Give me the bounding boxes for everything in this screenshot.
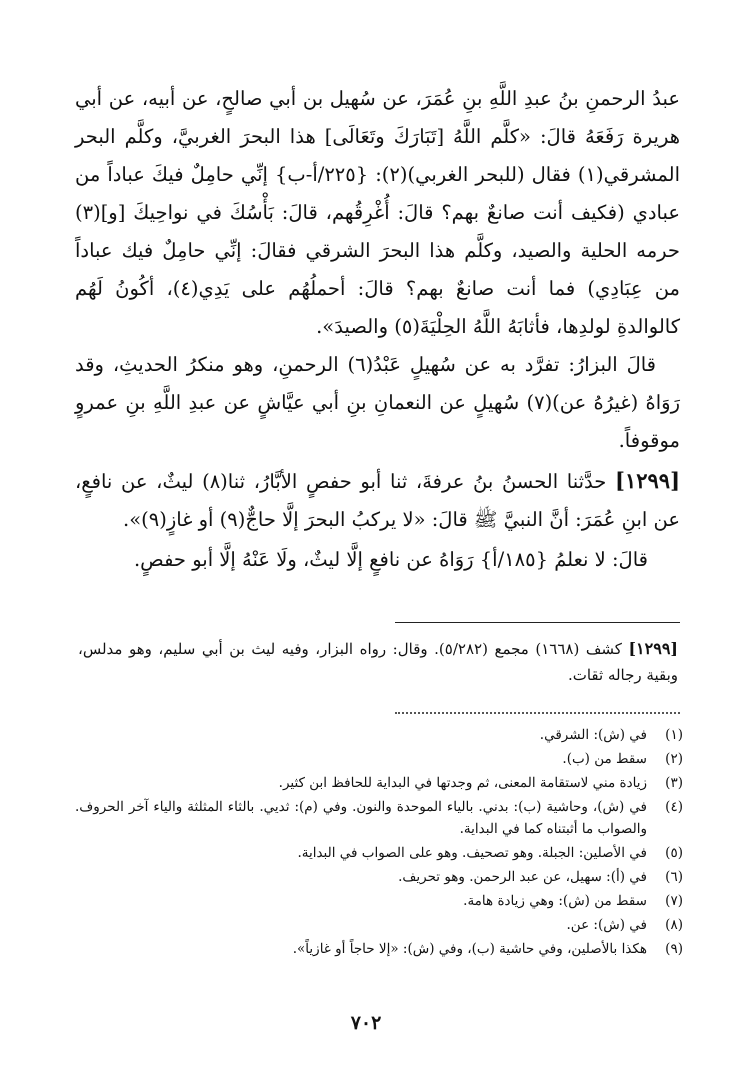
footnote-text: في الأصلين: الجبلة. وهو تصحيف. وهو على الصواب في البداية. [297,845,647,861]
footnote-mark: (٨) [665,917,683,933]
takhrij-line [78,636,678,688]
hadith-text: حدَّثنا الحسنُ بنُ عرفةَ، ثنا أبو حفصٍ الأبَّارُ، ثنا(٨) ليثٌ، عن نافعٍ، عن ابنِ عُمَرَ: أنَّ النبيَّ ﷺ قالَ: «لا يركبُ البحرَ إلَّا حاجٌّ(٩) أو غازٍ(٩)». [75,470,680,531]
footnote-item [75,866,683,888]
footnote-mark: (٥) [665,845,683,861]
hadith-number: [١٢٩٩] [615,468,680,493]
takhrij-number: [١٢٩٩] [628,639,678,658]
footnote-text: في (ش): عن. [566,917,647,933]
footnote-mark: (١) [665,727,683,743]
main-text [75,80,680,579]
footnote-mark: (٢) [665,751,683,767]
footnotes-list [75,724,683,962]
footnote-text: في (ش)، وحاشية (ب): بدني. بالياء الموحدة والنون. وفي (م): ثديي. بالثاء المثلثة والياء آخر الحروف. والصواب ما أثبتناه كما في البداية. [75,799,647,837]
footnote-mark: (٤) [665,799,683,815]
footnote-item [75,724,683,746]
takhrij-note [78,636,678,688]
paragraph-1: عبدُ الرحمنِ بنُ عبدِ اللَّهِ بنِ عُمَرَ، عن سُهيل بن أبي صالحٍ، عن أبيه، عن أبي هريرة رَفَعَهُ قالَ: «كلَّم اللَّهُ [تَبَارَكَ وتَعَالَى] هذا البحرَ الغربيَّ، وكلَّم البحر المشرقي(١) فقال (للبحر الغربي)(٢): {٢٢٥/أ-ب} إنِّي حامِلٌ فيكَ عباداً من عبادي (فكيف أنت صانعٌ بهم؟ قالَ: أُغْرِقُهم، قالَ: بَأْسُكَ في نواحِيكَ [و](٣) حرمه الحلية والصيد، وكلَّم هذا البحرَ الشرقي فقالَ: إنِّي حامِلٌ فيك عباداً من عِبَادِي) فما أنت صانعٌ بهم؟ قالَ: أحملُهُم على يَدِي(٤)، أكُونُ لَهُم كالوالدةِ لولدِها، فأثابَهُ اللَّهُ الحِلْيَةَ(٥) والصيدَ». [75,87,680,338]
footnote-item [75,772,683,794]
footnote-item [75,748,683,770]
page-number: ٧٠٢ [350,1012,382,1034]
footnote-text: زيادة مني لاستقامة المعنى، ثم وجدتها في البداية للحافظ ابن كثير. [278,775,647,791]
footnote-item [75,938,683,960]
hadith-1299 [75,462,680,539]
footnote-text: هكذا بالأصلين، وفي حاشية (ب)، وفي (ش): «إلا حاجاً أو غازياً». [292,941,647,957]
paragraph-closing: قالَ: لا نعلمُ {١٨٥/أ} رَوَاهُ عن نافعٍ إلَّا ليثٌ، ولَا عَنْهُ إلَّا أبو حفصٍ. [133,548,648,571]
footnote-text: سقط من (ب). [562,751,647,767]
footnote-text: سقط من (ش): وهي زيادة هامة. [463,893,647,909]
footnote-mark: (٧) [665,893,683,909]
footnote-item [75,796,683,840]
footnote-item [75,842,683,864]
paragraph-bazzar-comment: قالَ البزارُ: تفرَّد به عن سُهيلٍ عَبْدُ(٦) الرحمنِ، وهو منكرُ الحديثِ، وقد رَوَاهُ (غيرُهُ عن)(٧) سُهيلٍ عن النعمانِ بنِ أبي عيَّاشٍ عن عبدِ اللَّهِ بنِ عمروٍ موقوفاً. [75,353,680,452]
takhrij-text: كشف (١٦٦٨) مجمع (٥/٢٨٢). وقال: رواه البزار، وفيه ليث بن أبي سليم، وهو مدلس، وبقية رجاله ثقات. [78,640,678,684]
footnote-item [75,890,683,912]
dotted-separator [395,712,680,714]
footnote-text: في (ش): الشرقي. [539,727,647,743]
footnote-mark: (٦) [665,869,683,885]
footnote-mark: (٣) [665,775,683,791]
footnote-item [75,914,683,936]
footnote-divider [395,622,680,623]
footnote-mark: (٩) [665,941,683,957]
footnote-text: في (أ): سهيل، عن عبد الرحمن. وهو تحريف. [398,869,647,885]
